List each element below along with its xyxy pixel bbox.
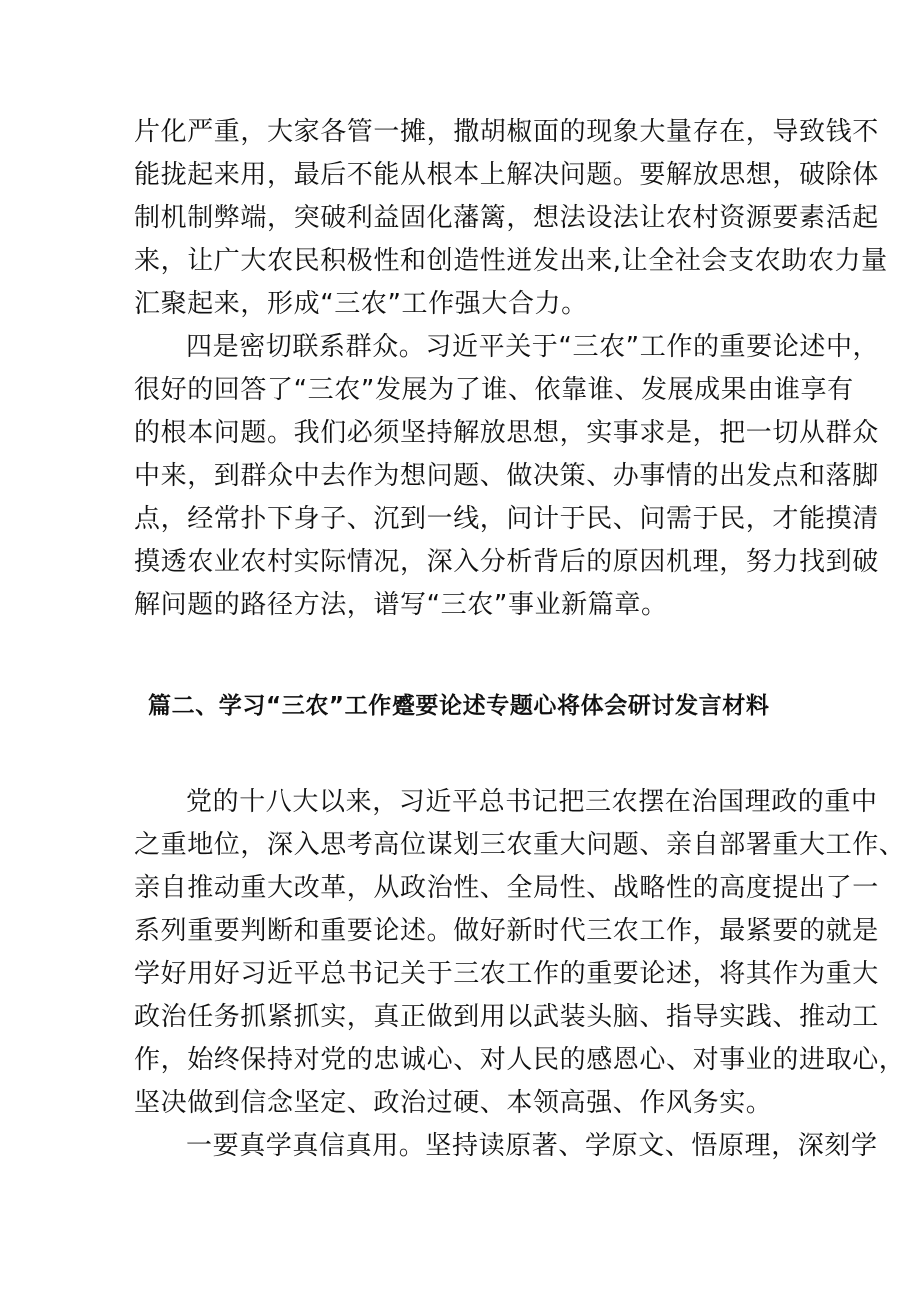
text-line: 四是密切联系群众。习近平关于“三农”工作的重要论述中， xyxy=(186,332,880,362)
text-line: 点，经常扑下身子、沉到一线，问计于民、问需于民，才能摸清 xyxy=(134,504,879,534)
text-line: 一要真学真信真用。坚持读原著、学原文、悟原理，深刻学 xyxy=(186,1131,878,1161)
text-line: 制机制弊端，突破利益固化藩篱，想法设法让农村资源要素活起 xyxy=(134,203,879,233)
text-line: 政治任务抓紧抓实，真正做到用以武装头脑、指导实践、推动工 xyxy=(134,1002,879,1032)
text-line: 党的十八大以来，习近平总书记把三农摆在治国理政的重中 xyxy=(186,787,878,817)
text-line: 能拢起来用，最后不能从根本上解决问题。要解放思想，破除体 xyxy=(134,160,879,190)
text-line: 作，始终保持对党的忠诚心、对人民的感恩心、对事业的进取心， xyxy=(134,1045,906,1075)
text-line: 学好用好习近平总书记关于三农工作的重要论述，将其作为重大 xyxy=(134,959,879,989)
text-line: 来，让广大农民积极性和创造性迸发出来,让全社会支农助农力量 xyxy=(134,246,888,276)
text-line: 之重地位，深入思考高位谋划三农重大问题、亲自部署重大工作、 xyxy=(134,830,906,860)
text-line: 很好的回答了“三农”发展为了谁、依靠谁、发展成果由谁享有 xyxy=(134,375,854,405)
text-line: 系列重要判断和重要论述。做好新时代三农工作，最紧要的就是 xyxy=(134,916,879,946)
text-line: 亲自推动重大改革，从政治性、全局性、战略性的高度提出了一 xyxy=(134,873,879,903)
text-line: 摸透农业农村实际情况，深入分析背后的原因机理，努力找到破 xyxy=(134,547,879,577)
section-heading: 篇二、学习“三农”工作蹙要论述专题心将体会研讨发言材料 xyxy=(148,693,770,719)
text-line: 中来，到群众中去作为想问题、做决策、办事情的出发点和落脚 xyxy=(134,461,879,491)
text-line: 片化严重，大家各管一摊，撒胡椒面的现象大量存在，导致钱不 xyxy=(134,117,879,147)
text-line: 的根本问题。我们必须坚持解放思想，实事求是，把一切从群众 xyxy=(134,418,879,448)
text-line: 解问题的路径方法，谱写“三农”事业新篇章。 xyxy=(134,590,668,620)
text-line: 坚决做到信念坚定、政治过硬、本领高强、作风务实。 xyxy=(134,1088,773,1118)
text-line: 汇聚起来，形成“三农”工作强大合力。 xyxy=(134,289,588,319)
